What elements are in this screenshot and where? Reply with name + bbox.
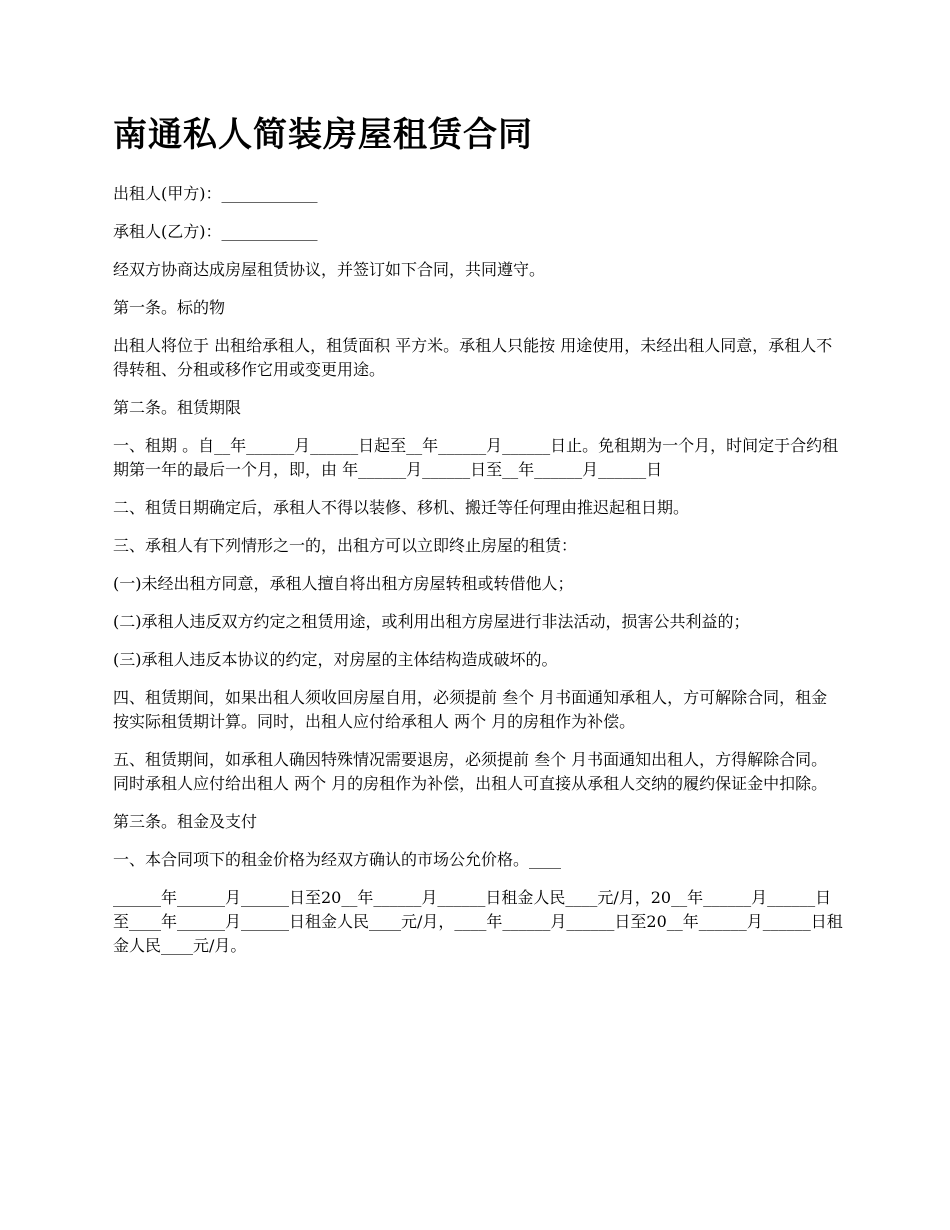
article-1-body: 出租人将位于 出租给承租人，租赁面积 平方米。承租人只能按 用途使用，未经出租人同意，承租人不得转租、分租或移作它用或变更用途。 [113, 336, 833, 379]
rent-price-clause: 一、本合同项下的租金价格为经双方确认的市场公允价格。____ [113, 850, 562, 869]
termination-item-3: (三)承租人违反本协议的约定，对房屋的主体结构造成破坏的。 [113, 650, 558, 669]
lease-term-clause: 一、租期 。自__年______月______日起至__年______月______日止。免租期为一个月，时间定于合约租期第一年的最后一个月，即，由 年______月______日至__年______月______日 [113, 436, 839, 479]
start-date-clause: 二、租赁日期确定后，承租人不得以装修、移机、搬迁等任何理由推迟起租日期。 [113, 498, 690, 517]
lessee-line: 承租人(乙方)：____________ [113, 222, 318, 241]
lessor-line: 出租人(甲方)：____________ [113, 184, 318, 203]
lessee-exit-clause: 五、租赁期间，如承租人确因特殊情况需要退房，必须提前 叁个 月书面通知出租人，方得解除合同。同时承租人应付给出租人 两个 月的房租作为补偿，出租人可直接从承租人交纳的履约保证金中扣除。 [113, 750, 828, 793]
document-title: 南通私人简装房屋租赁合同 [113, 115, 533, 155]
article-3-heading: 第三条。租金及支付 [113, 812, 258, 831]
termination-item-1: (一)未经出租方同意，承租人擅自将出租方房屋转租或转借他人； [113, 574, 574, 593]
article-2-heading: 第二条。租赁期限 [113, 398, 242, 417]
rent-schedule-clause: ______年______月______日至20__年______月______日租金人民____元/月，20__年______月______日至____年______月______日租金人民____元/月，____年______月______日至20__年______月______日租金人民____元/月。 [113, 888, 843, 955]
termination-item-2: (二)承租人违反双方约定之租赁用途，或利用出租方房屋进行非法活动，损害公共利益的； [113, 612, 750, 631]
termination-clause: 三、承租人有下列情形之一的，出租方可以立即终止房屋的租赁： [113, 536, 578, 555]
article-1-heading: 第一条。标的物 [113, 298, 226, 317]
document-page [113, 112, 843, 972]
intro-paragraph: 经双方协商达成房屋租赁协议，并签订如下合同，共同遵守。 [113, 260, 546, 279]
lessor-recall-clause: 四、租赁期间，如果出租人须收回房屋自用，必须提前 叁个 月书面通知承租人，方可解除合同，租金按实际租赁期计算。同时，出租人应付给承租人 两个 月的房租作为补偿。 [113, 688, 828, 731]
